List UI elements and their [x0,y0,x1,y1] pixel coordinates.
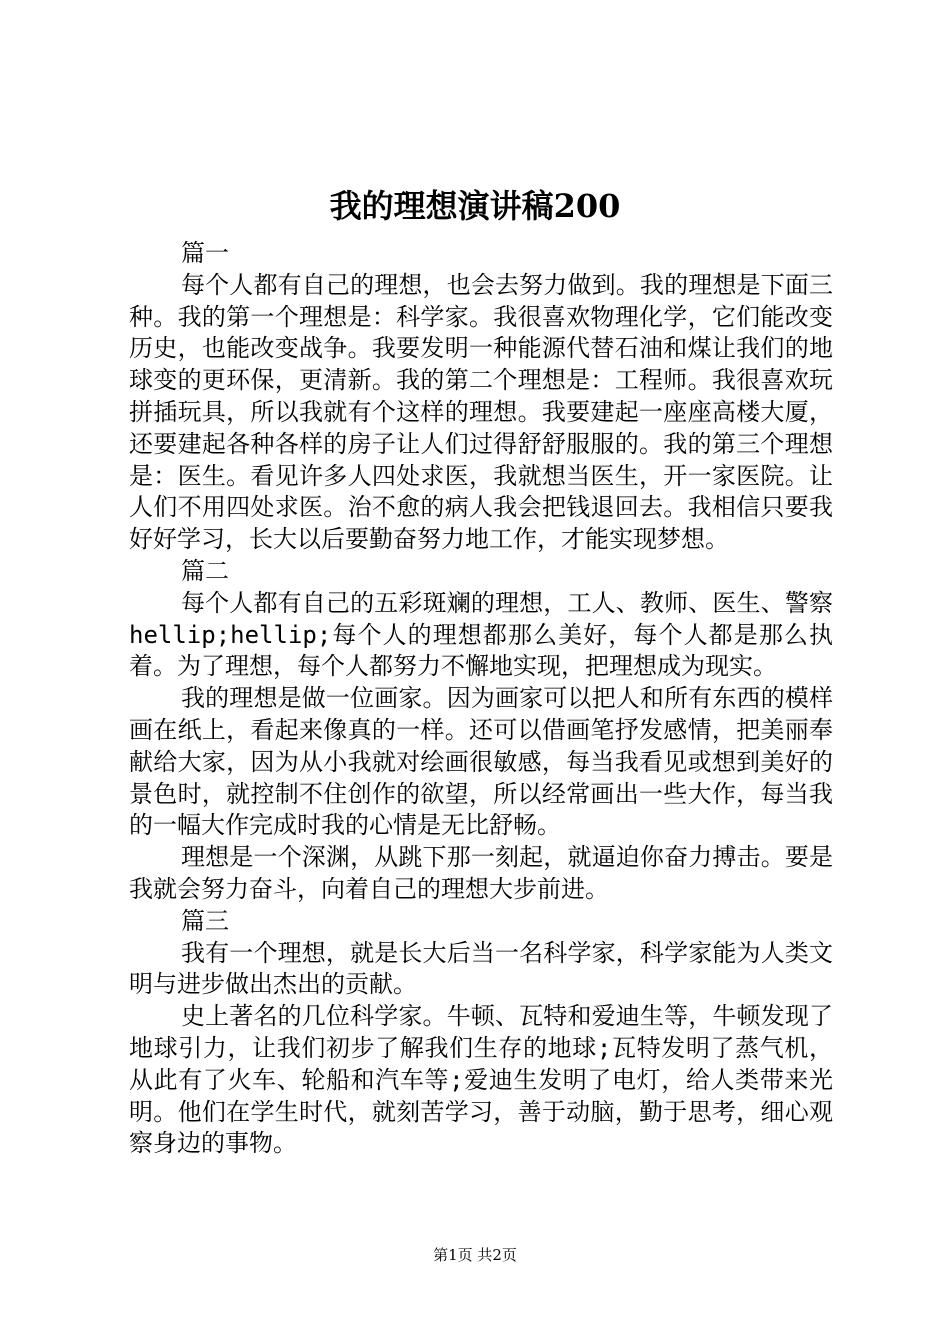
paragraph: 每个人都有自己的理想，也会去努力做到。我的理想是下面三种。我的第一个理想是：科学家。我很喜欢物理化学，它们能改变历史，也能改变战争。我要发明一种能源代替石油和煤让我们的地球变的更环保，更清新。我的第二个理想是：工程师。我很喜欢玩拼插玩具，所以我就有个这样的理想。我要建起一座座高楼大厦，还要建起各种各样的房子让人们过得舒舒服服的。我的第三个理想是：医生。看见许多人四处求医，我就想当医生，开一家医院。让人们不用四处求医。治不愈的病人我会把钱退回去。我相信只要我好好学习，长大以后要勤奋努力地工作，才能实现梦想。 [129,270,833,554]
section-heading-1: 篇一 [181,239,229,267]
paragraph: 史上著名的几位科学家。牛顿、瓦特和爱迪生等，牛顿发现了地球引力，让我们初步了解我们生存的地球;瓦特发明了蒸气机，从此有了火车、轮船和汽车等;爱迪生发明了电灯，给人类带来光明。他们在学生时代，就刻苦学习，善于动脑，勤于思考，细心观察身边的事物。 [129,1002,833,1158]
document-title: 我的理想演讲稿200 [329,187,621,225]
document-body [129,238,833,1160]
paragraph: 我有一个理想，就是长大后当一名科学家，科学家能为人类文明与进步做出杰出的贡献。 [129,938,833,999]
paragraph: 我的理想是做一位画家。因为画家可以把人和所有东西的模样画在纸上，看起来像真的一样。还可以借画笔抒发感情，把美丽奉献给大家，因为从小我就对绘画很敏感，每当我看见或想到美好的景色时，就控制不住创作的欲望，所以经常画出一些大作，每当我的一幅大作完成时我的心情是无比舒畅。 [129,684,833,840]
section-heading-3: 篇三 [181,906,229,935]
paragraph: 每个人都有自己的五彩斑斓的理想，工人、教师、医生、警察hellip;hellip;每个人的理想都那么美好，每个人都是那么执着。为了理想，每个人都努力不懈地实现，把理想成为现实。 [129,588,833,681]
page-number: 第1页 [433,1246,473,1264]
section-heading-2: 篇二 [181,556,229,585]
page-footer [0,1245,950,1265]
paragraph: 理想是一个深渊，从跳下那一刻起，就逼迫你奋力搏击。要是我就会努力奋斗，向着自己的理想大步前进。 [129,843,833,903]
total-pages: 共2页 [477,1246,517,1264]
